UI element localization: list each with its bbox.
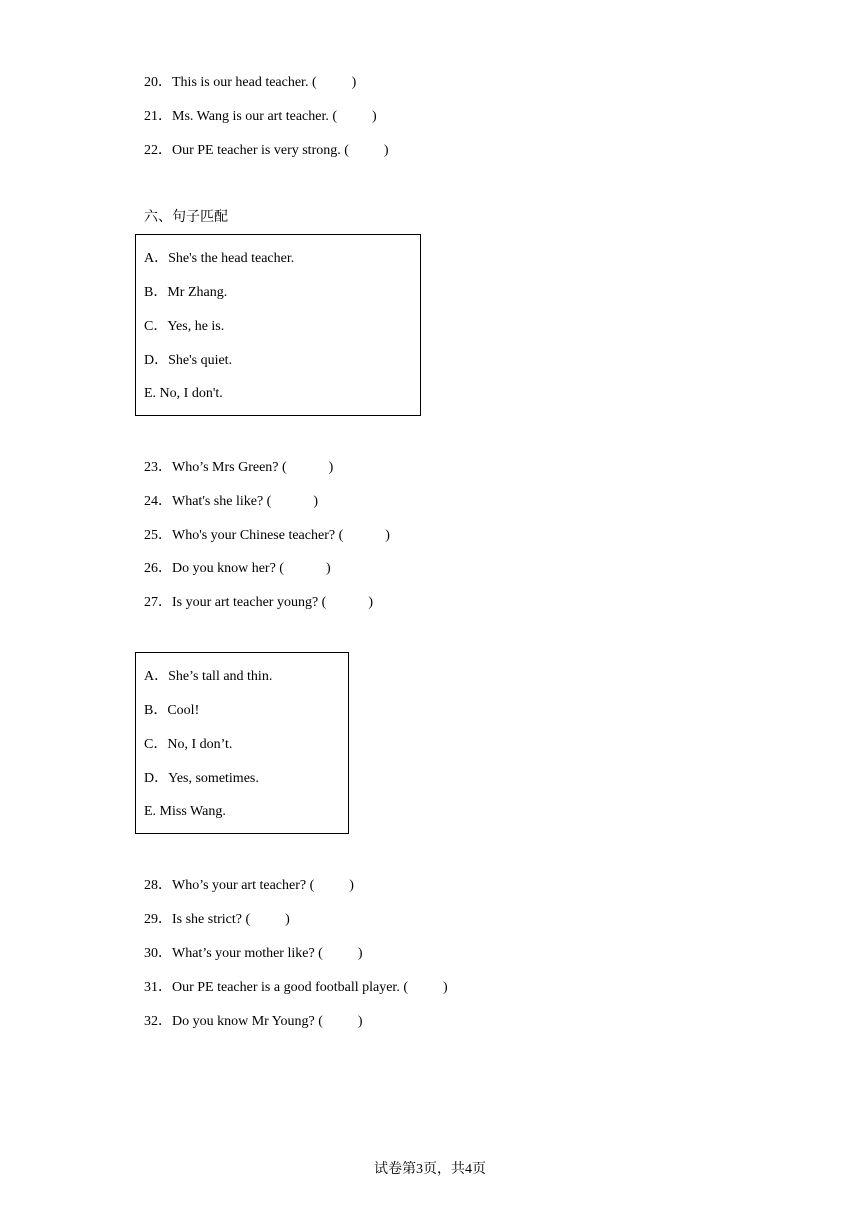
question-22: 22．Our PE teacher is very strong. ( ) xyxy=(144,143,389,158)
options-box-2 xyxy=(135,652,349,834)
option-d: D．She's quiet. xyxy=(144,353,233,368)
question-28: 28．Who’s your art teacher? ( ) xyxy=(144,878,354,893)
option-a: A．She's the head teacher. xyxy=(144,251,295,266)
option-e: E. Miss Wang. xyxy=(144,804,226,819)
options-box-1 xyxy=(135,234,421,416)
question-24: 24．What's she like? ( ) xyxy=(144,494,318,509)
question-30: 30．What’s your mother like? ( ) xyxy=(144,946,363,961)
option-b: B．Cool! xyxy=(144,703,200,718)
question-25: 25．Who's your Chinese teacher? ( ) xyxy=(144,528,390,543)
option-c: C．Yes, he is. xyxy=(144,319,225,334)
question-20: 20．This is our head teacher. ( ) xyxy=(144,75,357,90)
page-footer: 试卷第3页，共4页 xyxy=(374,1162,486,1177)
option-e: E. No, I don't. xyxy=(144,386,223,401)
question-27: 27．Is your art teacher young? ( ) xyxy=(144,595,373,610)
question-31: 31．Our PE teacher is a good football player. ( ) xyxy=(144,980,448,995)
question-21: 21．Ms. Wang is our art teacher. ( ) xyxy=(144,109,377,124)
question-26: 26．Do you know her? ( ) xyxy=(144,561,331,576)
question-29: 29．Is she strict? ( ) xyxy=(144,912,290,927)
option-b: B．Mr Zhang. xyxy=(144,285,228,300)
option-a: A．She’s tall and thin. xyxy=(144,669,273,684)
section-title: 六、句子匹配 xyxy=(144,209,228,225)
option-c: C．No, I don’t. xyxy=(144,737,233,752)
option-d: D．Yes, sometimes. xyxy=(144,771,259,786)
question-32: 32．Do you know Mr Young? ( ) xyxy=(144,1014,363,1029)
question-23: 23．Who’s Mrs Green? ( ) xyxy=(144,460,334,475)
